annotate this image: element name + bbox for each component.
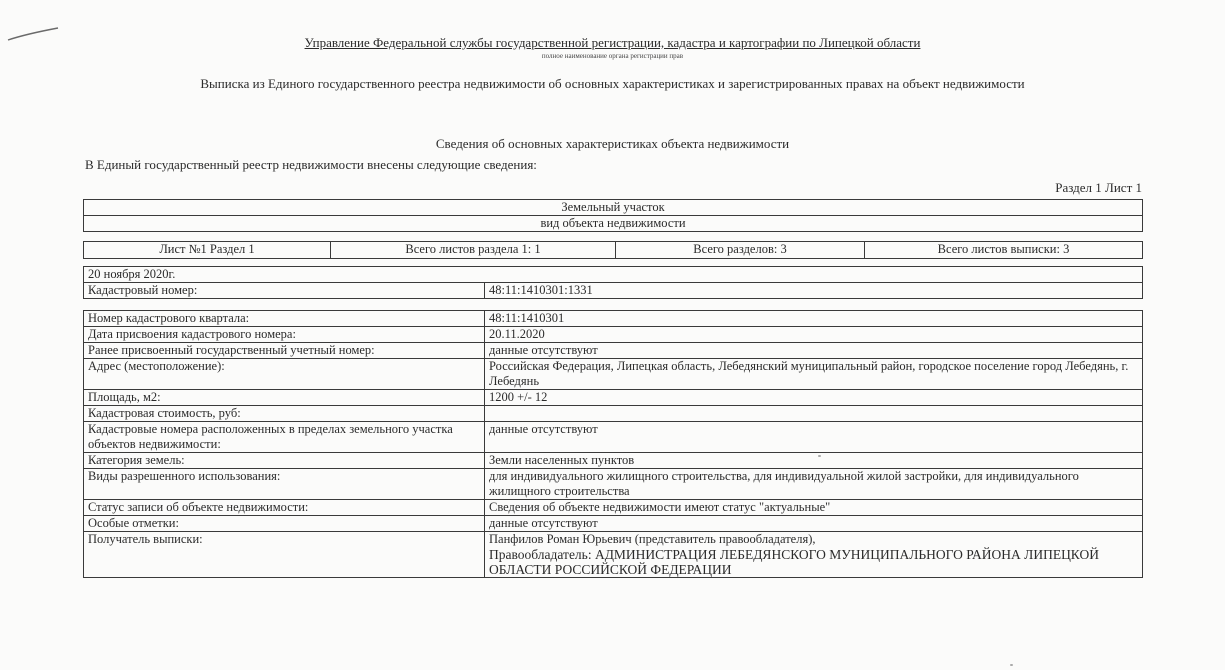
row-label: Статус записи об объекте недвижимости: <box>84 500 485 516</box>
extract-title: Выписка из Единого государственного реестра недвижимости об основных характеристиках и зарегистрированных правах на объект недвижимости <box>200 76 1025 91</box>
authority-caption: полное наименование органа регистрации прав <box>541 52 684 60</box>
cadastral-number-value: 48:11:1410301:1331 <box>485 283 1143 299</box>
row-label: Виды разрешенного использования: <box>84 469 485 500</box>
row-label: Дата присвоения кадастрового номера: <box>84 327 485 343</box>
table-row <box>84 406 1143 422</box>
row-value: для индивидуального жилищного строительства, для индивидуальной жилой застройки, для индивидуального жилищного строительства <box>485 469 1143 500</box>
table-row <box>84 500 1143 516</box>
row-label: Получатель выписки: <box>84 532 485 578</box>
right-holder: Правообладатель: АДМИНИСТРАЦИЯ ЛЕБЕДЯНСКОГО МУНИЦИПАЛЬНОГО РАЙОНА ЛИПЕЦКОЙ ОБЛАСТИ РОССИЙСКОЙ ФЕДЕРАЦИИ <box>489 547 1099 577</box>
section-title: Сведения об основных характеристиках объекта недвижимости <box>435 136 790 151</box>
section-sheet-ref: Раздел 1 Лист 1 <box>1055 180 1142 195</box>
date-table <box>83 266 1143 299</box>
row-value: Сведения об объекте недвижимости имеют статус "актуальные" <box>485 500 1143 516</box>
sheet-number: Лист №1 Раздел 1 <box>84 242 331 259</box>
object-type-caption: вид объекта недвижимости <box>84 216 1143 232</box>
cadastral-number-label: Кадастровый номер: <box>84 283 485 299</box>
object-type-table <box>83 199 1143 232</box>
object-type: Земельный участок <box>84 200 1143 216</box>
section-sheets-total: Всего листов раздела 1: 1 <box>331 242 616 259</box>
table-row <box>84 453 1143 469</box>
sections-total: Всего разделов: 3 <box>616 242 865 259</box>
extract-date: 20 ноября 2020г. <box>84 267 1143 283</box>
authority-name: Управление Федеральной службы государственной регистрации, кадастра и картографии по Липецкой области <box>304 35 921 50</box>
table-row <box>84 469 1143 500</box>
table-row <box>84 359 1143 390</box>
row-value: данные отсутствуют <box>485 516 1143 532</box>
table-row <box>84 390 1143 406</box>
row-value: 1200 +/- 12 <box>485 390 1143 406</box>
row-value: 20.11.2020 <box>485 327 1143 343</box>
characteristics-table <box>83 310 1143 578</box>
scan-speck <box>1010 664 1013 666</box>
row-value: данные отсутствуют <box>485 422 1143 453</box>
row-value: 48:11:1410301 <box>485 311 1143 327</box>
row-label: Номер кадастрового квартала: <box>84 311 485 327</box>
row-label: Адрес (местоположение): <box>84 359 485 390</box>
row-value <box>485 406 1143 422</box>
row-value: данные отсутствуют <box>485 343 1143 359</box>
row-label: Кадастровая стоимость, руб: <box>84 406 485 422</box>
scan-speck <box>818 455 821 457</box>
table-row <box>84 516 1143 532</box>
row-label: Площадь, м2: <box>84 390 485 406</box>
table-row <box>84 327 1143 343</box>
row-value: Российская Федерация, Липецкая область, Лебедянский муниципальный район, городское поселение город Лебедянь, г. Лебедянь <box>485 359 1143 390</box>
table-row <box>84 343 1143 359</box>
row-value: Земли населенных пунктов <box>485 453 1143 469</box>
table-row <box>84 532 1143 578</box>
extract-sheets-total: Всего листов выписки: 3 <box>865 242 1143 259</box>
recipient-name: Панфилов Роман Юрьевич (представитель правообладателя), <box>489 532 816 546</box>
row-value <box>485 532 1143 578</box>
intro-text: В Единый государственный реестр недвижимости внесены следующие сведения: <box>85 157 537 172</box>
row-label: Особые отметки: <box>84 516 485 532</box>
table-row <box>84 422 1143 453</box>
table-row <box>84 311 1143 327</box>
row-label: Кадастровые номера расположенных в пределах земельного участка объектов недвижимости: <box>84 422 485 453</box>
sheet-info-table <box>83 241 1143 259</box>
row-label: Ранее присвоенный государственный учетный номер: <box>84 343 485 359</box>
row-label: Категория земель: <box>84 453 485 469</box>
